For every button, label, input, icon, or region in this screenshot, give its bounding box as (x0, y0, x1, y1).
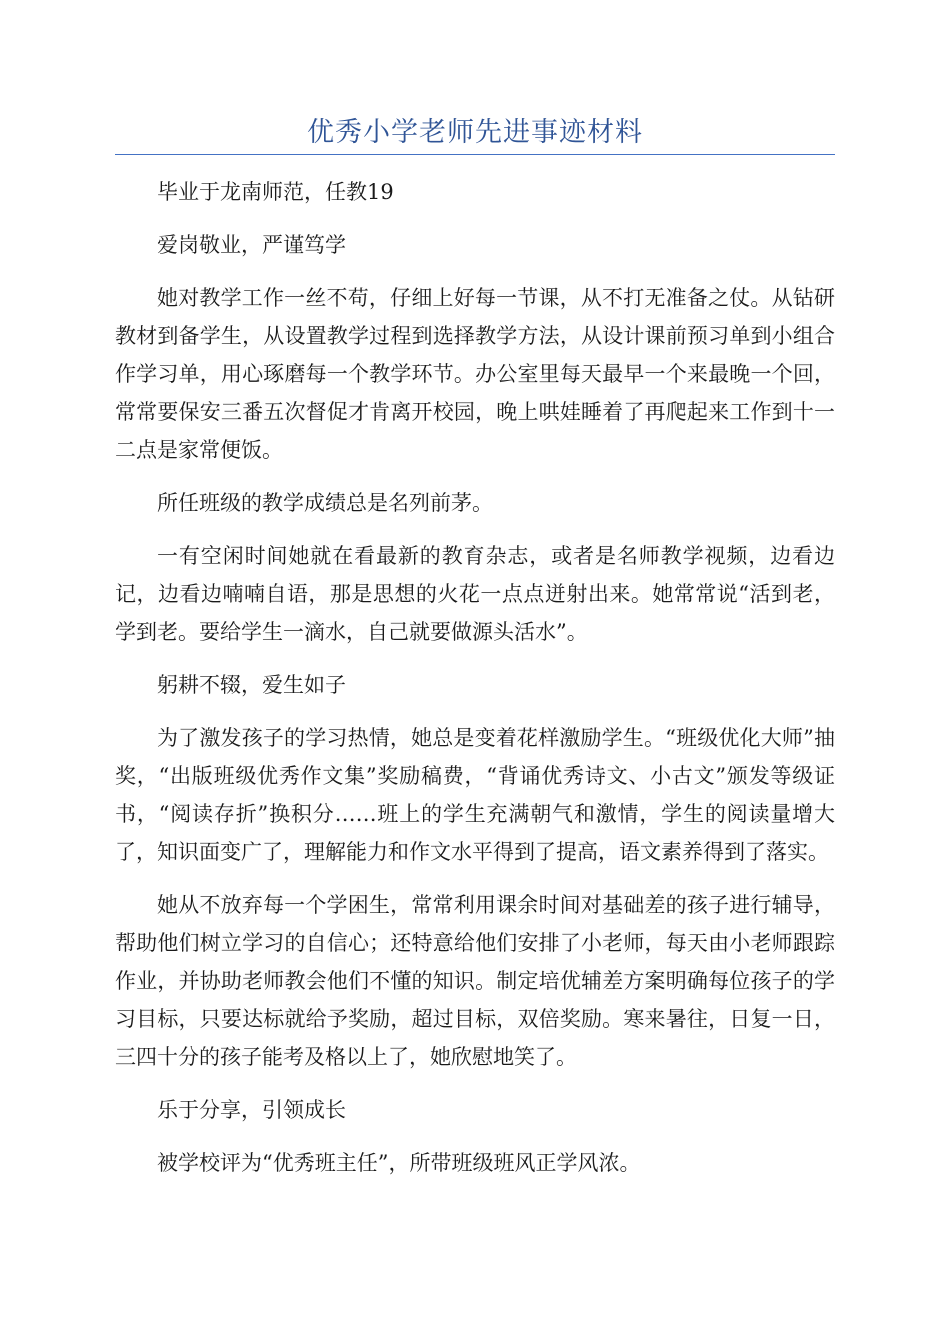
section-heading: 爱岗敬业，严谨笃学 (157, 233, 346, 257)
paragraph: 她对教学工作一丝不苟，仔细上好每一节课，从不打无准备之仗。从钻研教材到备学生，从设置教学过程到选择教学方法，从设计课前预习单到小组合作学习单，用心琢磨每一个教学环节。办公室里每天最早一个来最晚一个回，常常要保安三番五次督促才肯离开校园，晚上哄娃睡着了再爬起来工作到十一二点是家常便饭。 (115, 286, 835, 462)
section-heading: 躬耕不辍，爱生如子 (157, 673, 346, 697)
document-body (115, 173, 835, 1197)
document-title: 优秀小学老师先进事迹材料 (307, 117, 643, 148)
section-heading: 乐于分享，引领成长 (157, 1098, 346, 1122)
paragraph: 她从不放弃每一个学困生，常常利用课余时间对基础差的孩子进行辅导，帮助他们树立学习的自信心；还特意给他们安排了小老师，每天由小老师跟踪作业，并协助老师教会他们不懂的知识。制定培优辅差方案明确每位孩子的学习目标，只要达标就给予奖励，超过目标，双倍奖励。寒来暑往，日复一日，三四十分的孩子能考及格以上了，她欣慰地笑了。 (115, 893, 835, 1069)
paragraph: 被学校评为“优秀班主任”，所带班级班风正学风浓。 (157, 1151, 641, 1175)
title-underline (115, 154, 835, 155)
paragraph: 毕业于龙南师范，任教19 (157, 180, 394, 204)
paragraph: 为了激发孩子的学习热情，她总是变着花样激励学生。“班级优化大师”抽奖，“出版班级优秀作文集”奖励稿费，“背诵优秀诗文、小古文”颁发等级证书，“阅读存折”换积分……班上的学生充满朝气和激情，学生的阅读量增大了，知识面变广了，理解能力和作文水平得到了提高，语文素养得到了落实。 (115, 726, 835, 864)
paragraph: 所任班级的教学成绩总是名列前茅。 (157, 491, 493, 515)
paragraph: 一有空闲时间她就在看最新的教育杂志，或者是名师教学视频，边看边记，边看边喃喃自语，那是思想的火花一点点迸射出来。她常常说“活到老，学到老。要给学生一滴水，自己就要做源头活水”。 (115, 544, 835, 644)
